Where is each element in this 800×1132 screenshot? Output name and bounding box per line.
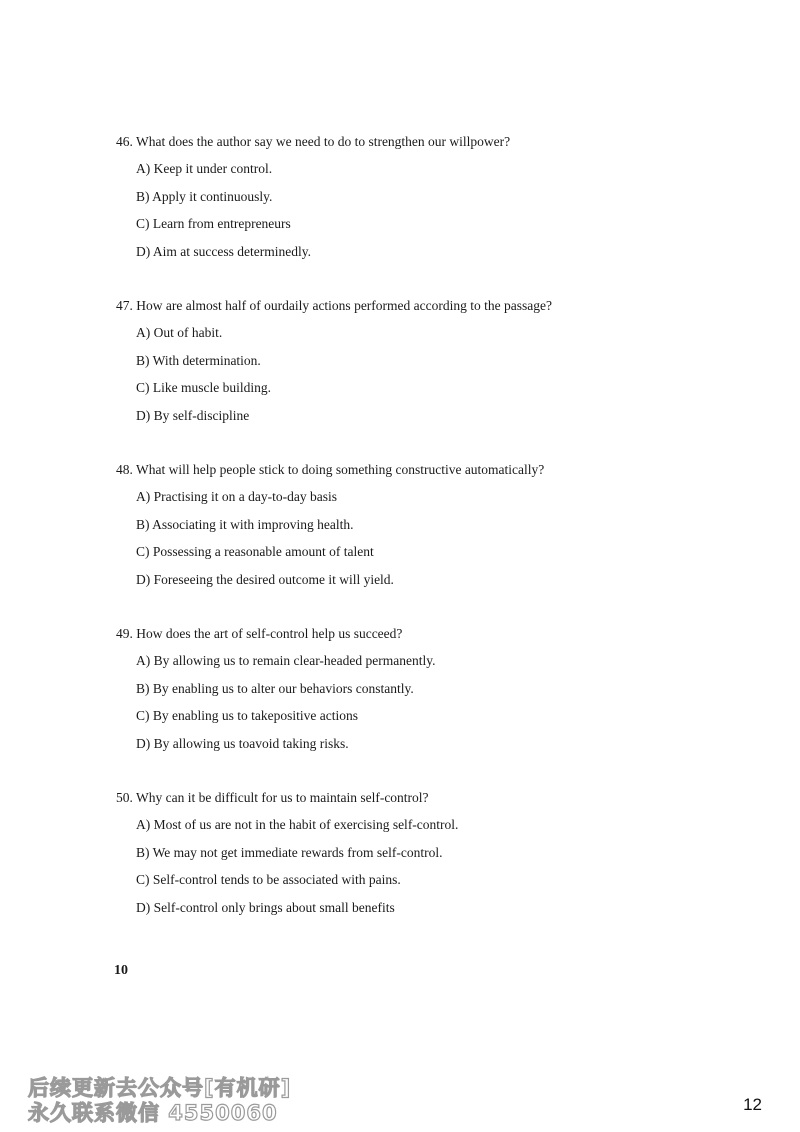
option-a: A) Out of habit. xyxy=(136,325,223,340)
question-text: 50. Why can it be difficult for us to maintain self-control? xyxy=(116,790,429,805)
option-d: D) By self-discipline xyxy=(136,407,250,423)
option-d: D) Self-control only brings about small benefits xyxy=(136,899,395,915)
question-49 xyxy=(116,626,756,763)
option-c: C) Learn from entrepreneurs xyxy=(136,216,291,231)
question-text: 47. How are almost half of ourdaily actions performed according to the passage? xyxy=(116,298,552,313)
option-b: B) Apply it continuously. xyxy=(136,188,273,204)
option-list xyxy=(136,325,756,424)
option-b: B) Associating it with improving health. xyxy=(136,516,354,532)
page-number-right: 12 xyxy=(743,1095,762,1114)
question-47 xyxy=(116,298,756,435)
option-b: B) With determination. xyxy=(136,352,261,368)
question-46 xyxy=(116,134,756,271)
question-text: 49. How does the art of self-control help us succeed? xyxy=(116,626,403,641)
option-a: A) Most of us are not in the habit of exercising self-control. xyxy=(136,817,459,832)
option-a: A) By allowing us to remain clear-headed permanently. xyxy=(136,653,436,668)
question-50 xyxy=(116,790,756,927)
watermark xyxy=(28,1076,291,1126)
option-a: A) Keep it under control. xyxy=(136,161,273,176)
option-d: D) By allowing us toavoid taking risks. xyxy=(136,735,349,751)
option-c: C) By enabling us to takepositive actions xyxy=(136,708,358,723)
option-c: C) Self-control tends to be associated with pains. xyxy=(136,872,401,887)
question-48 xyxy=(116,462,756,599)
question-text: 46. What does the author say we need to do to strengthen our willpower? xyxy=(116,134,511,149)
option-list xyxy=(136,653,756,752)
option-d: D) Aim at success determinedly. xyxy=(136,243,311,259)
option-list xyxy=(136,489,756,588)
page-number-left: 10 xyxy=(114,963,128,978)
option-a: A) Practising it on a day-to-day basis xyxy=(136,489,337,504)
option-c: C) Possessing a reasonable amount of talent xyxy=(136,544,374,559)
option-c: C) Like muscle building. xyxy=(136,380,271,395)
watermark-line-2: 永久联系微信 4550060 xyxy=(28,1101,278,1125)
option-b: B) By enabling us to alter our behaviors constantly. xyxy=(136,680,414,696)
option-list xyxy=(136,817,756,916)
option-list xyxy=(136,161,756,260)
question-text: 48. What will help people stick to doing something constructive automatically? xyxy=(116,462,545,477)
watermark-line-1: 后续更新去公众号[有机研] xyxy=(28,1076,292,1100)
option-b: B) We may not get immediate rewards from self-control. xyxy=(136,844,443,860)
option-d: D) Foreseeing the desired outcome it will yield. xyxy=(136,571,394,587)
